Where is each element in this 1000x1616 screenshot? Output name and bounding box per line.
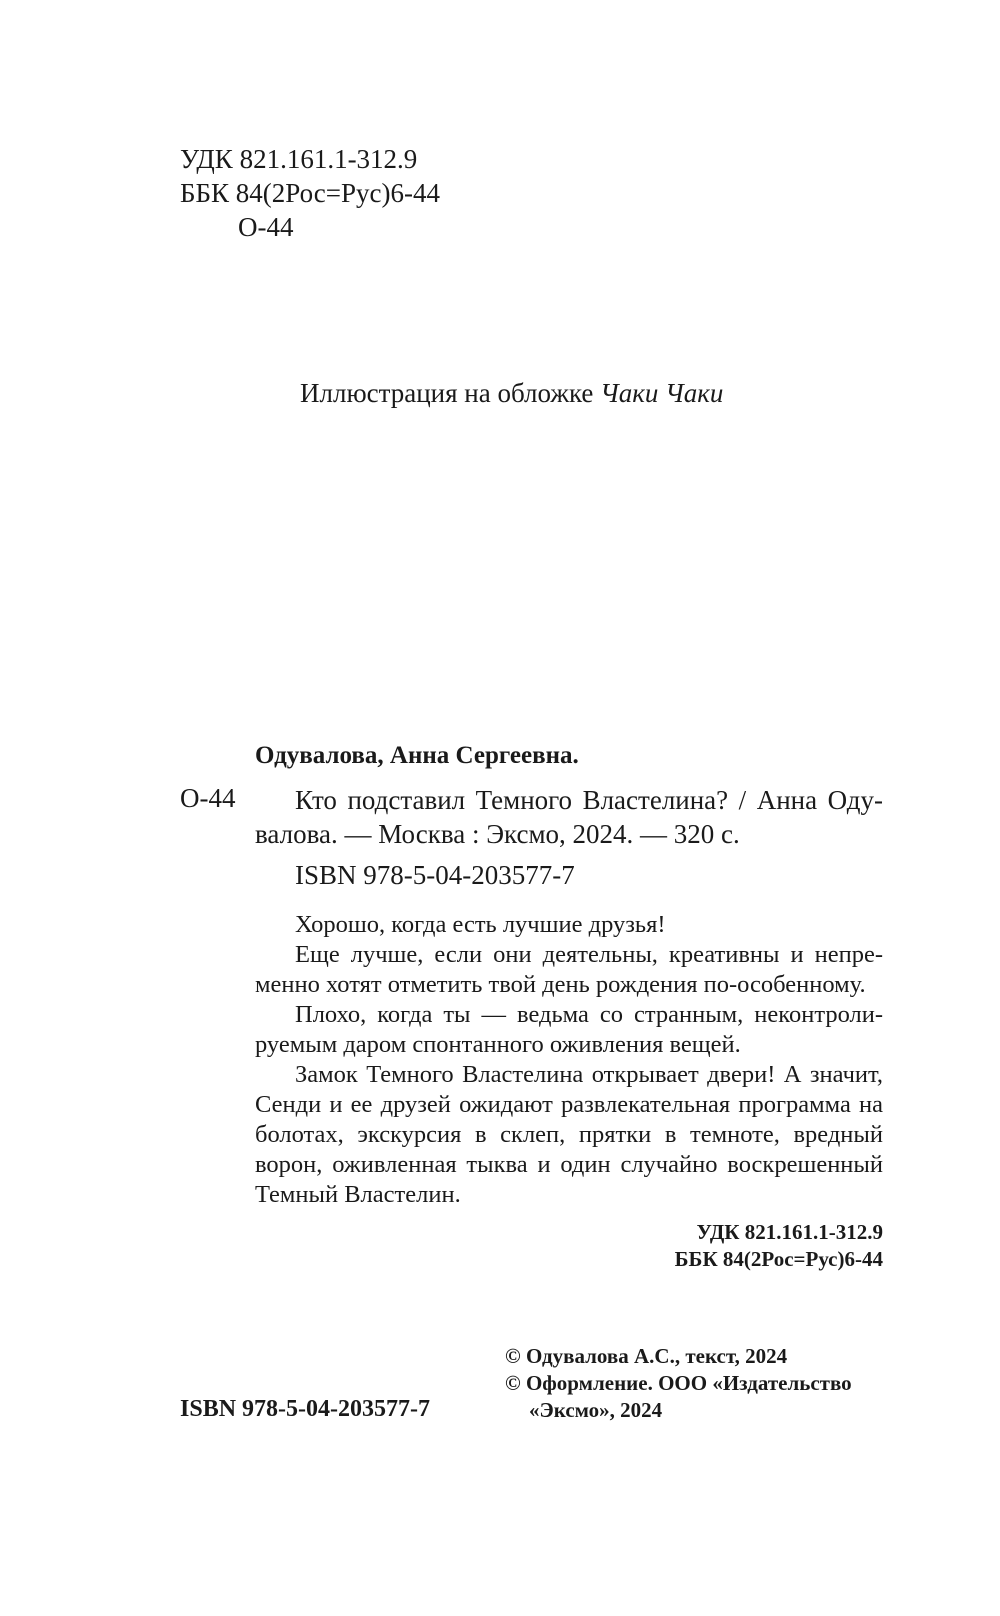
bbk-code-bottom: ББК 84(2Рос=Рус)6-44 — [674, 1247, 883, 1271]
illustration-credit — [300, 376, 723, 410]
bottom-classification — [675, 1219, 883, 1273]
annotation-paragraph: Замок Темного Властелина открывает двери! А значит, Сенди и ее друзей ожидают развлекательная программа на болотах, экскурсия в склеп, прятки в темноте, вредный ворон, оживленная тыква и один случайно воскрешенный Темный Властелин. — [255, 1061, 883, 1208]
bibliographic-description — [255, 783, 883, 851]
author-name: Одувалова, Анна Сергеевна. — [255, 742, 579, 769]
bib-line-1: Кто подставил Темного Властелина? / Анна Оду- — [295, 785, 883, 815]
copyright-design: © Оформление. ООО «Издательство — [505, 1371, 852, 1395]
author-mark-code: О-44 — [238, 212, 294, 242]
isbn-bottom: ISBN 978-5-04-203577-7 — [180, 1396, 430, 1422]
top-classification — [180, 142, 440, 244]
copyright-text: © Одувалова А.С., текст, 2024 — [505, 1344, 788, 1368]
udk-code: УДК 821.161.1-312.9 — [180, 144, 418, 174]
annotation-paragraph: Еще лучше, если они деятельны, креативны и непре-менно хотят отметить твой день рождения по-особенному. — [255, 941, 883, 998]
author-mark: О-44 — [180, 783, 236, 813]
bib-line-2: валова. — Москва : Эксмо, 2024. — 320 с. — [255, 819, 740, 849]
illustration-prefix: Иллюстрация на обложке — [300, 378, 601, 408]
copyright-design-cont: «Эксмо», 2024 — [529, 1398, 663, 1422]
annotation — [255, 910, 883, 1210]
annotation-paragraph: Плохо, когда ты — ведьма со странным, неконтроли-руемым даром спонтанного оживления вещей. — [255, 1001, 883, 1058]
illustration-artist: Чаки Чаки — [600, 378, 724, 408]
annotation-paragraph: Хорошо, когда есть лучшие друзья! — [295, 911, 666, 938]
isbn-entry: ISBN 978-5-04-203577-7 — [295, 860, 575, 890]
bbk-code: ББК 84(2Рос=Рус)6-44 — [180, 178, 440, 208]
copyright-block — [505, 1343, 895, 1424]
udk-code-bottom: УДК 821.161.1-312.9 — [696, 1220, 883, 1244]
